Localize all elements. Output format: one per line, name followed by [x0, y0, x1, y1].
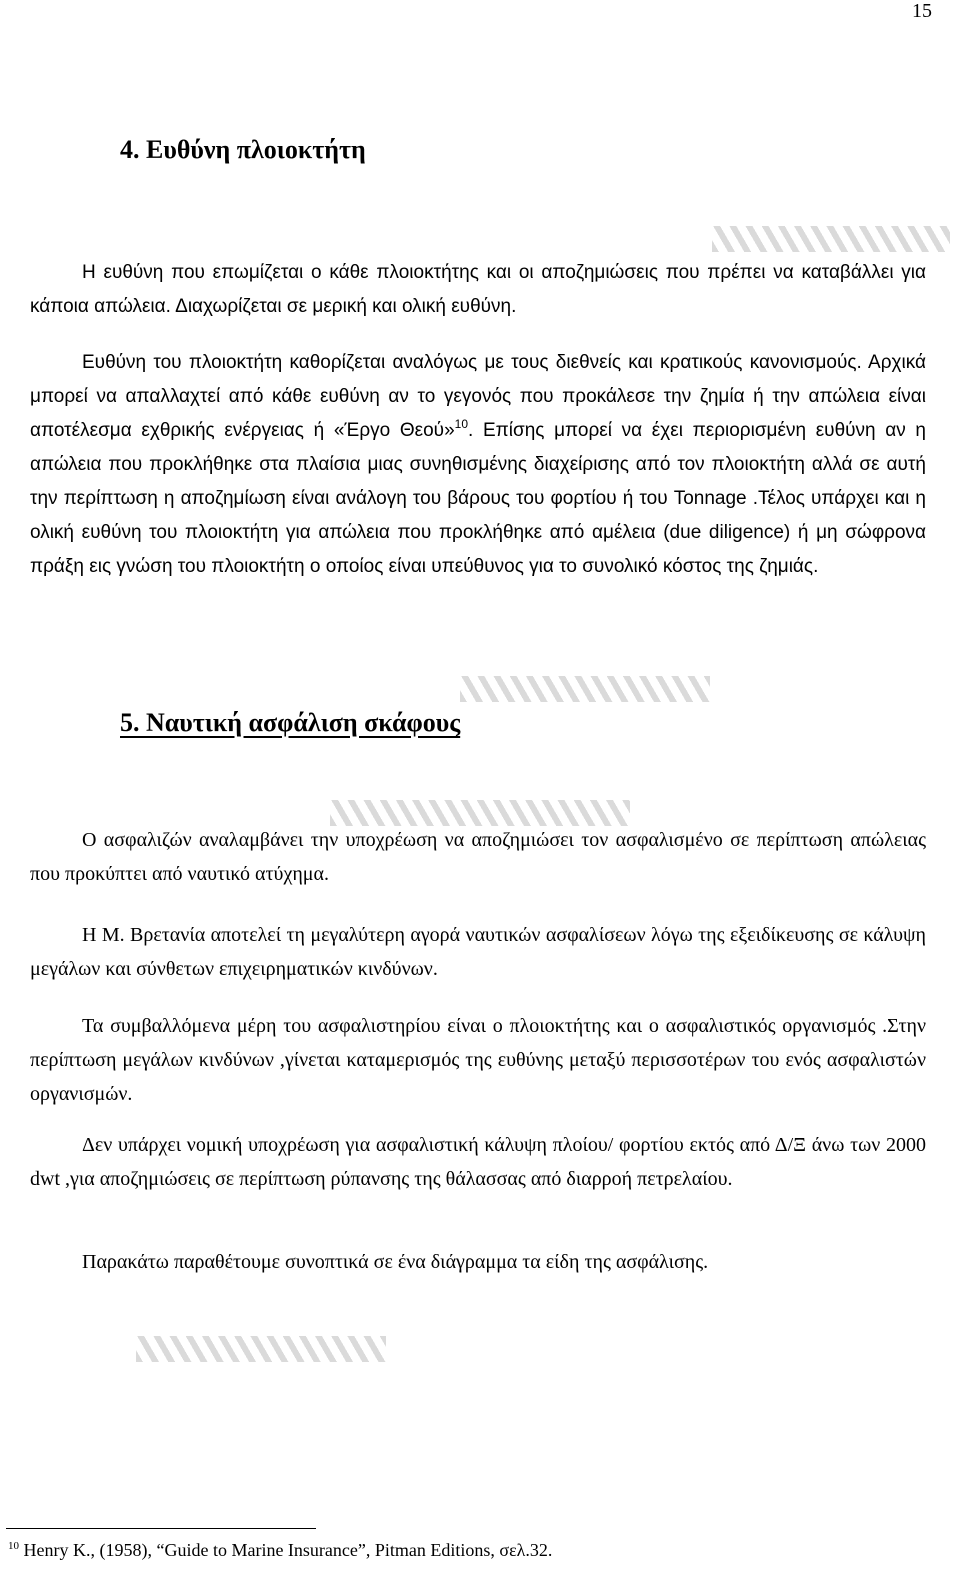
paragraph: [30, 1128, 926, 1196]
page-number: 15: [912, 0, 932, 22]
footnote-text: Henry K., (1958), “Guide to Marine Insurance”, Pitman Editions, σελ.32.: [19, 1540, 553, 1560]
footnote: [8, 1540, 552, 1561]
paragraph-text: Ο ασφαλιζών αναλαμβάνει την υποχρέωση να αποζημιώσει τον ασφαλισμένο σε περίπτωση απώλειας που προκύπτει από ναυτικό ατύχημα.: [30, 829, 926, 885]
paragraph-text: Τα συμβαλλόμενα μέρη του ασφαλιστηρίου είναι ο πλοιοκτήτης και ο ασφαλιστικός οργανισμός .Στην περίπτωση μεγάλων κινδύνων ,γίνεται καταμερισμός της ευθύνης μεταξύ περισσοτέρων του ενός ασφαλιστών οργανισμών.: [30, 1015, 926, 1105]
paragraph: [30, 823, 926, 891]
paragraph: [30, 256, 926, 324]
footnote-separator: [6, 1528, 316, 1529]
faded-graphic-fragment: [136, 1336, 386, 1362]
paragraph-text: Παρακάτω παραθέτουμε συνοπτικά σε ένα διάγραμμα τα είδη της ασφάλισης.: [82, 1251, 709, 1273]
paragraph: [30, 346, 926, 584]
paragraph-text: Δεν υπάρχει νομική υποχρέωση για ασφαλιστική κάλυψη πλοίου/ φορτίου εκτός από Δ/Ξ άνω των 2000 dwt ,για αποζημιώσεις σε περίπτωση ρύπανσης της θάλασσας από διαρροή πετρελαίου.: [30, 1134, 926, 1190]
footnote-number: 10: [8, 1540, 19, 1552]
section-heading-4: 4. Ευθύνη πλοιοκτήτη: [120, 135, 366, 164]
paragraph-text: . Επίσης μπορεί να έχει περιορισμένη ευθύνη αν η απώλεια που προκλήθηκε στα πλαίσια μιας συνηθισμένης διαχείρισης από τον πλοιοκτήτη αλλά σε αυτή την περίπτωση η αποζημίωση είναι ανάλογη του βάρους του φορτίου ή του Tonnage .Τέλος υπάρχει και η ολική ευθύνη του πλοιοκτήτη για απώλεια που προκλήθηκε από αμέλεια (due diligence) ή μη σώφρονα πράξη εις γνώση του πλοιοκτήτη ο οποίος είναι υπεύθυνος για το συνολικό κόστος της ζημιάς.: [30, 420, 926, 577]
paragraph-text: Η Μ. Βρετανία αποτελεί τη μεγαλύτερη αγορά ναυτικών ασφαλίσεων λόγω της εξειδίκευσης σε κάλυψη μεγάλων και σύνθετων επιχειρηματικών κινδύνων.: [30, 924, 926, 980]
paragraph: [30, 1009, 926, 1111]
paragraph: [30, 1245, 926, 1279]
footnote-reference: 10: [454, 417, 469, 431]
faded-graphic-fragment: [712, 226, 950, 252]
section-heading-5: 5. Ναυτική ασφάλιση σκάφους: [120, 708, 461, 737]
faded-graphic-fragment: [460, 676, 710, 702]
paragraph-text: Η ευθύνη που επωμίζεται ο κάθε πλοιοκτήτης και οι αποζημιώσεις που πρέπει να καταβάλλει για κάποια απώλεια. Διαχωρίζεται σε μερική και ολική ευθύνη.: [30, 262, 926, 317]
paragraph-text: Ευθύνη του πλοιοκτήτη καθορίζεται αναλόγως με τους διεθνείς και κρατικούς κανονισμούς. Αρχικά μπορεί να απαλλαχτεί από κάθε ευθύνη αν το γεγονός που προκάλεσε την ζημία ή την απώλεια είναι αποτέλεσμα εχθρικής ενέργειας ή «Έργο Θεού»: [30, 352, 926, 441]
paragraph: [30, 918, 926, 986]
